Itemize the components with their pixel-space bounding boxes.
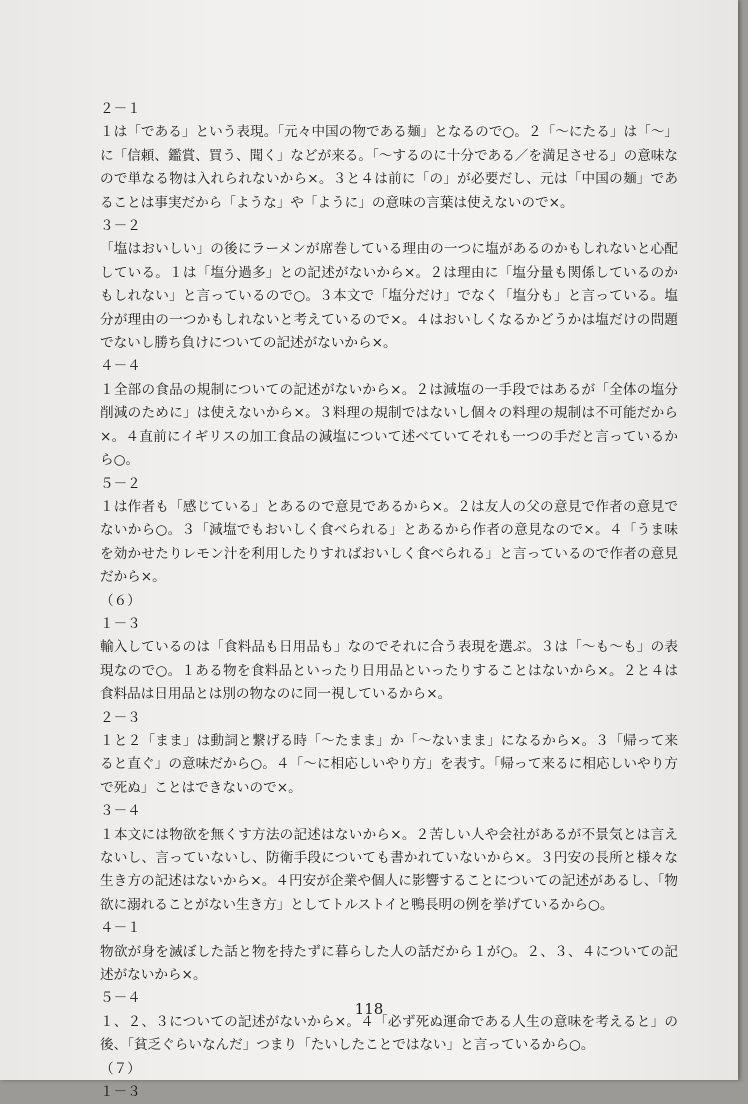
explanation-paragraph: １全部の食品の規制についての記述がないから×。２は減塩の一手段ではあるが「全体の塩分削減のために」は使えないから×。３料理の規制ではないし個々の料理の規制は不可能だから×。４直前にイギリスの加工食品の減塩について述べていてそれも一つの手だと言っているから○。 <box>100 381 678 469</box>
question-answer-label: ５－４ <box>100 990 141 1007</box>
question-answer-label: ５－２ <box>100 475 141 492</box>
question-answer-label: ３－４ <box>100 803 141 820</box>
explanation-paragraph: 「塩はおいしい」の後にラーメンが席巻している理由の一つに塩があるのかもしれないと心配している。１は「塩分過多」との記述がないから×。２は理由に「塩分量も関係しているのかもしれない」と言っているので○。３本文で「塩分だけ」でなく「塩分も」と言っている。塩分が理由の一つかもしれないと考えているので×。４はおいしくなるかどうかは塩だけの問題でないし勝ち負けについての記述がないから×。 <box>100 241 678 352</box>
question-answer-label: ３－２ <box>100 218 141 235</box>
question-answer-label: ２－３ <box>100 709 141 726</box>
explanation-paragraph: 輸入しているのは「食料品も日用品も」なのでそれに合う表現を選ぶ。３は「～も～も」の表現なので○。１ある物を食料品といったり日用品といったりすることはないから×。２と４は食料品は日用品とは別の物なのに同一視しているから×。 <box>100 639 678 703</box>
explanation-paragraph: １本文には物欲を無くす方法の記述はないから×。２苦しい人や会社があるが不景気とは言えないし、言っていないし、防衛手段についても書かれていないから×。３円安の長所と様々な生き方の記述はないから×。４円安が企業や個人に影響することについての記述があるし、「物欲に溺れることがない生き方」としてトルストイと鴨長明の例を挙げているから○。 <box>100 826 678 913</box>
explanation-paragraph: １と２「まま」は動詞と繋げる時「～たまま」か「～ないまま」になるから×。３「帰って来ると直ぐ」の意味だから○。４「～に相応しいやり方」を表す。「帰って来るに相応しいやり方で死ぬ」ことはできないので×。 <box>100 732 678 796</box>
answer-explanations <box>100 98 678 1104</box>
question-answer-label: ４－１ <box>100 920 141 937</box>
explanation-paragraph: １は「である」という表現。「元々中国の物である麺」となるので○。２「～にたる」は「～」に「信頼、鑑賞、買う、聞く」などが来る。「～するのに十分である／を満足させる」の意味なので単なる物は入れられないから×。３と４は前に「の」が必要だし、元は「中国の麺」であることは事実だから「ような」や「ように」の意味の言葉は使えないので×。 <box>100 124 678 211</box>
question-answer-label: １－３ <box>100 615 141 632</box>
explanation-paragraph: 物欲が身を滅ぼした話と物を持たずに暮らした人の話だから１が○。２、３、４についての記述がないから×。 <box>100 943 678 984</box>
explanation-paragraph: １は作者も「感じている」とあるので意見であるから×。２は友人の父の意見で作者の意見でないから○。３「減塩でもおいしく食べられる」とあるから作者の意見なので×。４「うま味を効かせたりレモン汁を利用したりすればおいしく食べられる」と言っているので作者の意見だから×。 <box>100 498 678 586</box>
question-answer-label: ２－１ <box>100 101 141 117</box>
question-answer-label: １－３ <box>100 1084 141 1101</box>
question-answer-label: （６） <box>100 592 141 609</box>
question-answer-label: ４－４ <box>100 358 141 375</box>
question-answer-label: （７） <box>100 1060 141 1077</box>
page-number: 118 <box>354 1000 384 1018</box>
explanation-paragraph: １、２、３についての記述がないから×。４「必ず死ぬ運命である人生の意味を考えると」の後、「貧乏ぐらいなんだ」つまり「たいしたことではない」と言っているから○。 <box>100 1013 678 1054</box>
